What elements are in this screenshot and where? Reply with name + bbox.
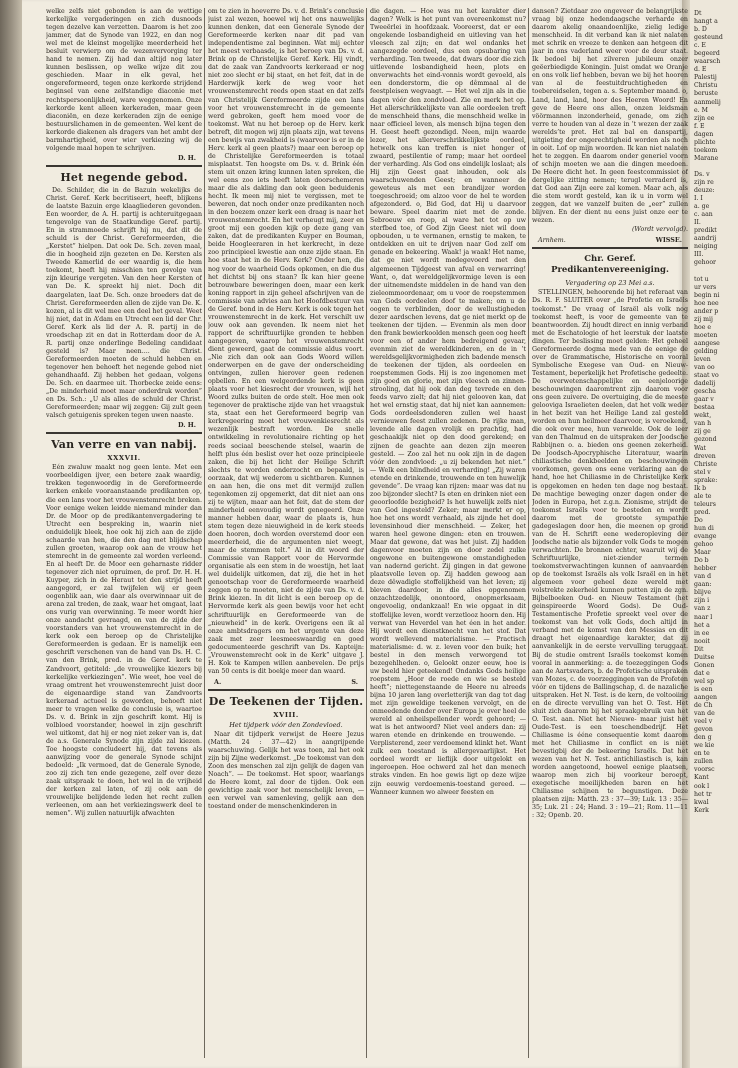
adjacent-page-line: toekom (694, 146, 718, 154)
adjacent-page-line: gescha (694, 388, 716, 396)
adjacent-page-line: veel v (694, 718, 713, 726)
adjacent-page-line: Christe (694, 460, 717, 468)
article-subheading: Vergadering op 23 Mei a.s. (565, 279, 655, 288)
adjacent-page-line: Wat (694, 444, 706, 452)
adjacent-page-line: hoe e (694, 323, 712, 331)
adjacent-page-line: ur vers (694, 283, 717, 291)
adjacent-page-line: c. aan (694, 211, 713, 219)
adjacent-page-line: ook l (694, 782, 710, 790)
article-text: die dagen. — Hoe was nu het karakter dier dagen? Welk is het punt van overeenkomst nu? Tweeërlei in hoofdzaak. Vooreerst, dat er een ongekende losbandigheid en uitleving van het vleesch zal zijn; en dat wel ondanks het aangezegde oordeel, dus een opsubaring van verharding. Ten tweede, dat dwars door die zich uitlevende losbandigheid heen, plots en onverwachts het eind-vonnis wordt gevoeld, als een donderstorm, die op dêmmaal al de feestpleisen wegvaagt. — Het wel zijn als in die dagen vóór den zondvloed. Zie en merk het op. Het allerschrikkelijkste van alle oordeelen treft de menschheid thans, die menschheid welke in naar officieel leven, als mensch bijna tegen den H. Geest heeft gezondigd. Neen, mijn waarde lezer, het allerverschrikkelijkste oordeel, hetwelk ons kan treffen is niet honger of zwaard, pestilentie of ramp; maar het oordeel der verharding. Als God ons eindelijk loslaat; als Hij zijn Geest gaat inhouden, ook als waarschuwenden Geest; en wanneer de geweteus als met een brandijzer worden toegeschroeid; om alzoo voor de hel te worden afgezonderd. o, Bid God, dat Hij u daarvoor beware. Speel daarim niet met de zonde. Sebroeuw en roep, al ware het tot op uw sterfbed toe, of God Zijn Geest niet wil doen opbouden, u te vermanen, ernstig te maken, te ontdekken en uit te drijven naar God zelf om genade en bekeering. Waak! ja waak! Het name, dat ge niet wordt medegevoerd met den algemeenen Tijdgeest van afval en verwarring! Want, o, dat wereldgelijkvormige leven is een der uitnemendste middelen in de hand van den zieleommoordenaar, om u voor de roepstemmen van Gods oordeelen doof te maken; om u de oogen te verblinden, door de wellustigheden dezer aardschen levens, dat ge niet merkt op de teekenen der tijden. — Evenmin als men door den frank bewierkoolden mensch geen oog heeft voor een of ander hem bedreigend gevaar, evenmin ziet de wereldkinderen, en de in ’t wereldsgelijkvormigheden zich badende mensch de teekenen der tijden, als oordeelen en roepstemmen Gods. Hij is zoo ingenomen met zijn goed en glorie, met zijn vleesch en zinnen-strooling, dat hij ook dan deg tevrede en den feeds varvo zielt; dat hij niet gelooven kan, dat het wel ernstig staat, dat hij niet kan aannemen: Gods oordeelsdonderen zullen wel haast vernieuwen feest zullen zedenen. De rijke man, levende alle dagen vrolijk en prachtig, had geschaakijk niet op den dood gerekend; en zijnen de geachte aan dezen zijn meeren gesteld. — Zoo zal het nu ook zijn in de dagen vóór den zondvloed: „u zij bekenden het niet.” — Welk een blindheid en verharding! „Zij waren etende en drinkende, trouwende en ten huwelijk gevende”. De vraag kan rijzen: maar was dat nu zoo bijzonder slecht? Is eten en drinken niet een geoorloofde bezigheid? Is het huwelijk zelfs niet van God ingesteld? Zeker; maar merkt er op, hoe het ons wordt verhaald, als zijnde het doel levensinhoud dier menschheid. — Zeker, het waren heel gewone dingen: eten en trouwen. Maar dat gewone, dat was het juist. Zij hadden dagenvoor moeten zijn en door zedel zulke ongewone en buitengewone omstandigheden van nadernd gericht. Zij gingen in dat gewone plaatsvolle leven op. Zij hadden gewoog aan deze dêwadigle stoffelijkheid van het leven; zij bleven daardoor, in die alles opgenomen onzachtzedelijk, onontoord, onopmerksaam, ongevoelig, ondankzaal! En wie opgaat in dit stoffelijke leven, wordt verzetlooz hoorn den. Hij verwat van Heverdel van het éen in het ander. Hij wordt een dienstknecht van het stof. Dat wordt wellevend materialisme. — Practisch materialisme: d. w. z. leven voor den buik; het bestel in den mensch verworgend tot bezegehlheden. o, Gelookt onzer eeuw, hoe is uw beeld hier geteekend! Ondanks Gods heilige roepstem „Hoor de roede en wie se besteld heeft”; niettegenstaande de Heere nu alreeds bijna 10 jaren lang overletterijk van dag tot dag met zijn geweldige teekenen vervolgt, en de onmeedende donder over Europa je over heel de wereld al onheilspellender wordt gehoord; — wat is het antwoord? Niet veel anders dan: zij waren etende en drinkende en trouwende. — Verplisterend, zeer verdoemend klinkt het. Want zulk een toestand is allergevaarlijkst. Het oordeel wordt er lieflijk door uitgelokt en ingeroepen. Hoe ochwerd zal het dan menech straks vinden. En hoe gewis ligt op deze wijze zijn eeuwig verdoemenis-toestand gereed. — Wanneer kunnen wo alweer feesten en (370, 8, 526, 796)
article-signature: D. H. (177, 153, 196, 162)
adjacent-page-line: staat vo (694, 372, 719, 380)
adjacent-page-line: predikt (694, 227, 717, 235)
adjacent-page-line: tot u (694, 275, 709, 283)
column-rule (528, 8, 529, 1058)
adjacent-page-line: e. M (694, 106, 708, 114)
article-heading: Het negende gebod. (60, 170, 188, 184)
adjacent-page-line: is een (694, 685, 713, 693)
adjacent-page-line: zullen (694, 758, 713, 766)
article-text: Naar dit tijdperk verwijst de Heere Jezus (Matth. 24 : 37—42) in aangrijpende waarschuwing. Gelijk het was toen, zal het ook zijn bij Zijne wederkomst. „De toekomst van den Zoon des menschen zal zijn gelijk de dagen van Noach”. — De toekomst. Het spoor, waarlangs de Heere komt, zal door de tijden. Ook een gewichtige zaak voor het menschelijk leven, — een verwel van samenleving, gelijk aan den toestand onder de menschenkinderen in (208, 731, 364, 811)
article-text: dansen? Zietdaar zoo ongeveer de belangrijkste vraag bij onze hedendaagsche verharde en daarom akelig onaandoenlijke, zielig ledige menschheid. In dit verband kan ik niet nalaten met schrik en vreeze te denken aan hetgeen dit jaar in ons vaderland weer voor de deur staat. Ik bedoel bij het zilveren jubileum onzer geëerbiedigde Koningin. Juist omdat we Oranje en ons volk lief hebben, bevan we bij het hooren van al de feestuitdruchtigheden en toebereidselen, tegen a. s. September maand. o, Land, land, land, hoor des Heeren Woord! En geve de Heere ons allen, onzen leidsman vöörmannen inzonderheid, genade, om zich verre te houden van al deze in ’t wezen der zaak werelds’te pret. Het zal bal en danspartij, uitgieting der ongerechtigheid worden als noch in ooit. Lof op mijn woorden. Ik kan niet nalaten het te zeggen. En daarom onder generiel voorn of schijn moeten we aan die dingen meedoen. De Heere dicht het. In geen feestcommissiet of dergelijke zitting nemen; terugl verraderd is, dat God aan Zijn eere zal komen. Maar ach, als die stem wordt gesteld, kan ik u in vorm wel zeggen, dat we vanzelf buiten de „eer” zullen blijven. En der dient nu eens juist onze eer te wezen. (532, 8, 688, 225)
divider (46, 432, 202, 434)
adjacent-page-line: zijn ee (694, 114, 715, 122)
adjacent-page-line: voorsc (694, 766, 715, 774)
adjacent-page-line: bestaa (694, 404, 715, 412)
article-text: welke zelfs niet gebonden is aan de wettige kerkelijke vergaderingen en zich dusnoods tegen dezelve kan verzetten. Daarom is het zoo jammer, dat de Synode van 1922, en dan nog wel met de kleinst mogelijke meerderheid het besluit verwierp om de wezenvervorging ter hand te nemen. Zij had dan altijd nog later kunnen beslissen, op welke wijze dit zou geschieden. Maar in elk geval, het ongereformeerd, tegen onze kerkorde strijdend beginsel van eene zelfstandige diaconie met rechtspersoonlijkheid, ware weggenomen. Onze kerkorde kent alleen kerkeraden, maar geen diaconiën, en deze kerkeraden zijn de eenige bestuurslichamen in de gemeenten. Wel kent de kerkorde diakenen als dragers van het ambt der barmhartigheid, over wier verkiezing wij de volgende maal hopen te schrijven. (46, 8, 202, 152)
article-text: De. Schilder, die in de Bazuin wekelijks de Christ. Geref. Kerk becritiseert, heeft, blijkens de laatste Bazuin erge klaagliederen gevonden. Een woorder, de A. H. partij is achteruitgegaan tengevolge van de Staatkundige Geref. partij. En in strammoede schrijft hij nu, dat dit de schuld is der Christ. Gereformeerden, die „Kerstet” hielpen. Dat ook De. Sch. zeven maal, die in hoogheid zijn gezeten en De. Kersten als Tweede Kamerlid de eer waardig is, die hem toekomt, heeft hij misschien ten gevolge van zijn kleurige vergeten. Van den heer Kersten of van De. K. spreekt hij niet. Doch dit daargelaten, laat De. Sch. onze broeders dat de Christ. Gereformeerden allen de zijde van De. K. kozen, al is dit wel mee een deel het geval. Weet hij niet, dat in A’dam en Utrecht een lid der Chr. Geref. Kerk als lid der A. R. partij in de vroedschap zit en dat in Rotterdam door de A. R. partij onze onderlinge Bedeling candidaat gesteld is? Maar neen.... die Christ. Gereformeerden moeten de schuld hebben en tegenover hen behoeft het negende gebod niet gehandhaafd. Zij hebben het gedaan, volgens De. Sch. en daarmee uit. Thorbecke zeide eens: „De minderheid moet maar onderdruk worden” en Ds. Sch.: „U als alles de schuld der Christ. Gereformeerden; maar wij zeggen: Gij zult geen valsch getuigenis spreken tegen uwen naaste. (46, 186, 202, 420)
adjacent-page-line: zijn re (694, 178, 714, 186)
adjacent-page-line: Duitse (694, 653, 715, 661)
adjacent-page-line: aandrij (694, 235, 717, 243)
signature-left: A. (214, 677, 222, 686)
adjacent-page-line: Dit (694, 645, 704, 653)
adjacent-page-line: en te (694, 750, 710, 758)
column-rule (204, 8, 205, 1058)
column-3 (370, 8, 526, 1058)
adjacent-page-line: Palestij (694, 74, 717, 82)
adjacent-page-line: van h (694, 420, 712, 428)
adjacent-page-line: pred. (694, 508, 711, 516)
adjacent-page-line: den g (694, 734, 712, 742)
continued-note: (Wordt vervolgd). (631, 226, 688, 234)
adjacent-page-line: hun di (694, 525, 714, 532)
adjacent-page-line: ale te (694, 492, 712, 500)
article-number: XVIII. (273, 710, 299, 719)
adjacent-page-line: b. D (694, 26, 707, 34)
column-4 (532, 8, 688, 1058)
signature-place: Arnhem. (538, 236, 566, 245)
adjacent-page-line: gehoo (694, 541, 714, 549)
adjacent-page-line: zij ge (694, 428, 711, 436)
adjacent-page-line: III. (694, 251, 704, 259)
adjacent-page-line: f. E (694, 122, 705, 130)
adjacent-page-line: Do (694, 516, 703, 524)
adjacent-page-line: hebber (694, 565, 717, 573)
adjacent-page-line: aanmelij (694, 98, 721, 106)
adjacent-page-line: deuze: (694, 187, 715, 195)
adjacent-page-line: naar l (694, 613, 713, 621)
adjacent-page-line: wekt, (694, 412, 712, 420)
divider (208, 689, 364, 691)
adjacent-page-line: Ik b (694, 484, 707, 492)
column-2 (208, 8, 364, 1058)
adjacent-page-line: Gonen (694, 661, 715, 669)
adjacent-page-line: zijn i (694, 597, 710, 605)
adjacent-page-line: Ds. v (694, 170, 710, 178)
divider (532, 247, 688, 249)
adjacent-page-line: begeerd (694, 50, 720, 58)
adjacent-page-line: het tr (694, 790, 712, 798)
adjacent-page-line: gaan: (694, 581, 712, 589)
column-rule (366, 8, 367, 1058)
adjacent-page-line: dagen (694, 130, 714, 138)
adjacent-page-line: Kant (694, 774, 709, 782)
signature-right: S. (351, 677, 358, 686)
adjacent-page-line: waarsch (694, 58, 721, 66)
article-heading: Van verre en van nabij. (51, 438, 197, 452)
adjacent-page-line: evange (694, 533, 717, 541)
adjacent-page-line: hoe nee (694, 299, 719, 307)
adjacent-page-line: I. I (694, 195, 703, 203)
article-text: Eén zwaluw maakt nog geen lente. Met een voorbeeldigen ijver, een betere zaak waardig, trekken tegenwoordig in de Gereformeerde kerken enkele vooraanstaande predikanten op, die een lans voor het vrouwenstemrecht breken. Voor eenige weken leidde niemand minder dan Dr. de Moor op de predikantenvergadering te Utrecht een bespreking in, waarin niet onduidelijk bleek, hoe ook hij zich aan de zijde schaarde van hen, die den dag met blijdschap zullen groeten, waarop ook aan de vrouw het stemrecht in de gemeente zal worden verleend. En al heeft Dr. de Moor een geharnaste ridder tegenover zich niet opruimen, de prof. Dr. H. H. Kuyper, zich in de Heraut tot den strijd heeft aangegord, er zal twijfelen wij er geen oogenblik aan, wie daar als overwinnaar uit de arena zal treden, de zaak, waar het omgaat, laat ons vurig van overwinning. Te meer wordt hier onze aandacht gevraagd, en van de zijde der voorstanders van het vrouwenstemrecht in de kerk ook een beroep op de Christelijke Gereformeerden is gedaan. Er is namelijk een geschrift verschenen van de hand van Ds. H. C. van den Brink, pred. in de Geref. kerk te Zandvoort, getiteld: „de vrouwelijke kiezers bij kerkelijke verkiezingen”. Wie weet, hoe veel de vraag omtrent het vrouwenstemrecht juist door de eigenaardige stand van Zandvoorts kerkeraad actueel is geworden, behoeft niet meer te vragen welke de conclusie is, waartoe Ds. v. d. Brink in zijn geschrift komt. Hij is volbloed voorstander, hoewel in zijn geschrift wel uitkomt, dat hij er nog niet zeker van is, dat de a.s. Generale Synode zijn zijde zal kiezen. Toe hoogste concludeert hij, dat tevens als aanwijzing voor de generale Synode schijnt bedoeld: „Ik vermoed, dat de Generale Synode, zoo zij zich ten ende gezegene, zelf over deze zaak uitspraak te doen, het wel in de vrijheid der kerken zal laten, of zij ook aan de vrouwelijke belijdende leden het recht zullen verleenen, om aan het verkiezingswerk deel te nemen”. Wij zullen natuurlijk afwachten (46, 464, 202, 818)
adjacent-page-line: plichte (694, 138, 716, 146)
adjacent-page-line: kwal (694, 798, 709, 806)
adjacent-page-line: gaar v (694, 396, 714, 404)
adjacent-page-line: ander p (694, 307, 719, 315)
adjacent-page-line: Christu (694, 82, 718, 90)
adjacent-page-line: leven (694, 356, 711, 364)
adjacent-page-line: van oo (694, 364, 715, 372)
article-signature: D. H. (177, 421, 196, 430)
article-text: STELLINGEN, behoorende bij het referaat van Ds. R. F. SLUITER over „de Profetie en Israëls toekomst.” De vraag of Israël als volk nog toekomst heeft, is voor de gemeente van te beantwoorden. Zij houdt direct en innig verband met de Eschatologie of het leerstuk der laatste dingen. Ter beslissing moet gelden: Het geheel Gereformeerde dogma mede van de eenige de over de Grammatische, Historische en vooral Symbolische Exegese van Oud- en Nieuw-Testament, beperkelijk het Profetische gedeelte. De overwetenschappelijke en eenjeloorige beschouwingen daaromtrent zijn daarom voor ons geen zuivere. De overtuiging, die de meeste gelooviga Israelieten deelen, dat het volk weder in het bezit van het Heilige Land zal gesteld worden en hun heilmeer daarvoor, is veroekend, die ook over mee, hun verwelde. Ook de leer van den Thalmud en de uitspraken der Joodsche Rabbijnen o. a. bieden ons geenen zekerheid. De Joodsch-Apocryphische Literatuur, waarin chiliastische denkbeelden en beschouwingen voorkomen, geven ons eene verklaring aan de hand, hoe het Chiliasme in de Christelijke Kerk is opgekomen en heden ten dage nog bestaat. De machtige beweging onzer dagen onder de Joden in Europa, het z.g.n. Zionisme, strijdt de toekomst Israëls voor te besteden en wordt daarom met de grootste sympathie gadegeslagen door hen, die meenen op grond van de H. Schrift eene wederopleving der Joodsche natie als bijzonder volk Gods te mogen verwachten. De bronnen echter, waaruit wij de Schriftuurlijke, niet-ziender termen toekomstverwachtingen kunnen of aanvaarden op de toekomst Israëls als volk Israël en in het algemeen voor geheel deze wereld met volstrekte zekerheid kunnen putten zijn de zgn. Bijbelboeken Oud- en Nieuw Testament (het geinspireerde Woord Gods). De Oud-Testamentische Profetie spreekt veel over de toekomst van het volk Gods, doch altijd in verband met de komst van den Messias en dit draagt het eigenaardige karakter, dat zij aanvankelijk in de eerste vervulling teruggaat. Bij de studie omtrent Israëls toekomst komen vooral in aanmerking: a. de toezeggingen Gods aan de Aartsvaders, b. de Profetische uitspraken van Mozes, c. de voorzeggingen van de Profeten vóór en tijdens de Ballingschap, d. de nazaliche uitspraken. Het N. Test. is de kern, de voltooiing en de directe vervulling van het O. Test. Het sluit zich daarom bij het spraakgebruik van het O. Test. aan. Niet het Nieuwe- maar juist het Oude-Test. is een toeschendbedrijf. Het Chiliasme is ééne consequentie komt daarom met het Chiliasme in conflict en is niet bevestigbij der de bekeering Israëls. Dat het wezen van het N. Test. antichiliastisch is, kan worden aangetoond, hoewel eenige plaatsen, waarop men zich bij voorkeur beroept, exegetische moeilijkheden baren en het Chiliasme schijnen te begunstigen. Deze plaatsen zijn: Matth. 23 : 37—39; Luk. 13 : 35—35; Luk. 21 : 24; Hand. 3 : 19—21; Rom. 11—11 : 32; Openb. 20. (532, 289, 688, 820)
adjacent-page-line: sprake: (694, 476, 718, 484)
adjacent-page-line: hangt a (694, 18, 718, 26)
article-number: XXXVII. (107, 454, 141, 463)
adjacent-page-line: Marane (694, 154, 719, 162)
adjacent-page-line: Maar (694, 549, 711, 557)
adjacent-page-line: nooit (694, 637, 710, 645)
adjacent-page-line: van de (694, 710, 715, 718)
adjacent-page-line: we kie (694, 742, 715, 750)
adjacent-page-line: teleurs (694, 500, 716, 508)
article-heading: De Teekenen der Tijden. (208, 694, 364, 708)
adjacent-page-line: stel v (694, 468, 711, 476)
adjacent-page-fragment (690, 0, 738, 1068)
adjacent-page-line (694, 268, 738, 276)
adjacent-page-line: gezond (694, 436, 717, 444)
adjacent-page-line: neiging (694, 243, 718, 251)
adjacent-page-line: dadelij (694, 380, 716, 388)
adjacent-page-line: van d (694, 573, 712, 581)
adjacent-page-line: aangen (694, 693, 717, 701)
adjacent-page-line: gelding (694, 347, 718, 355)
adjacent-page-line: gevon (694, 726, 713, 734)
article-subheading: Het tijdperk vóór den Zondevloed. (229, 720, 343, 729)
adjacent-page-line: wel sp (694, 677, 715, 685)
adjacent-page-line: Dt (694, 10, 702, 17)
adjacent-page-text (694, 10, 738, 815)
adjacent-page-line: gesteund (694, 34, 723, 42)
adjacent-page-line: Do b (694, 557, 709, 565)
adjacent-page-line: d. E (694, 66, 707, 74)
adjacent-page-line: gehoor (694, 259, 717, 267)
column-1 (46, 8, 202, 1058)
adjacent-page-line: c. E (694, 42, 706, 50)
book-binding-shadow (0, 0, 22, 1068)
adjacent-page-line: dat e (694, 669, 710, 677)
adjacent-page-line: het a (694, 621, 710, 629)
adjacent-page-line: begin ni (694, 291, 720, 299)
adjacent-page-line: a. ge (694, 203, 710, 211)
adjacent-page-line: in ee (694, 629, 710, 637)
article-signature (208, 678, 364, 686)
adjacent-page-line: blijve (694, 589, 711, 597)
article-heading: Chr. Geref. Predikantenvereeniging. (551, 254, 669, 276)
adjacent-page-line: moeten (694, 331, 718, 339)
adjacent-page-line: Kerk (694, 806, 709, 814)
article-text: om te zien in hoeverre Ds. v. d. Brink’s conclusie juist zal wezen, hoewel wij het ons nauwelijks kunnen denken, dat een Generale Synode der Gereformeerde kerken naar dit pad van independentisme zal beginnen. Wat mij echter het meest verbaasde, is het beroep van Ds. v. d. Brink op de Christelijke Geref. Kerk. Hij vindt, dat de zaak van Zandvoorts kerkeraad er nog niet zoo slecht er bij staat, en het feit, dat in de Harderwijk kerk de weg voor het vrouwenstemrecht reeds open staat en dat zelfs van Christelijk Gereformeerde zijde een lans voor het vrouwenstemrecht in de gemeente werd gebroken, geeft hem moed voor de toekomst. Wat nu het beroep op de Herv. kerk betreft, dit mogen wij zijn plaats zijn, wat tevens een bewijs van zwakheid is (waarvoor is er in de Herv. kerk al geen plaats?) maar een beroep op de Christelijke Gereformeerden is totaal misplaatst. Ten hoogste om Ds. v. d. Brink één stem uit onzen kring kunnen laten spreken, die wel eens zoo iets heeft laten doorschemeren maar die als dakling dan ook geen beduidenis hecht. Ik meen mij niet te vergissen, met te beweren, dat noch onder onze predikanten noch in den boezem onzer kerk een draag is naar het vrouwenstemrecht. En het verheugt mij, zeer en groot mij een goeden kijk op deze gang van zaken, dat de predikanten Kuyper en Bouman, beide Hoogleeraren in het kerkrecht, in deze zoo principieel kwestie aan onze zijde staan. En hoe staat het in de Herv. Kerk? Onder hen, die nog voor de waarheid Gods opkomen, en die dus het dichtst bij ons staan? Ik kan hier geene betrouwbare beweringen doen, maar een kerk koning rapport in zijn geheel afschrijven van de commissie van advies aan het Hoofdbestuur van de Geref. bond in de Herv. Kerk is ook tegen het vrouwenstemrecht in de kerk. Het verschilt uw jouw ook aan gevenden. Ik neem niet het rapport de schriftuurlijke gronden te hebben aangegeven, waarop het vrouwenstemrecht dient geweerd, gaat de commissie aldus voort. „Nie zich dan ook aan Gods Woord willen onderwerpen en de gave der onderscheiding ontvingen, zullen hierover geen redenen opbellen. En een welgeordende kerk is geen plaats voor het kiesrecht der vrouwen, wijl het Woord zulks buiten de orde stelt. Hoe men ook tegenover de praktische zijde van het vraagstuk sta, staat een het Gereformeerd begrip van kerkregeering moet het vrouwenkiesrecht als wezenlijk bestraft worden. De snelle ontwikkeling in revolutionaire richting op het reeds sociaal beeschende stelsel, waarin de helft plus één beslist over het ooze principieele zaken, die bij het licht der Heilige Schrift slechts te worden onderzocht en bepaald, is oorzaak, dat wij wederom u sichtbaren. Kunnen en aan hen, die ons met dit vermijd zullen tegenkomen zij opgemerkt, dat dit niet aan ons zij te wijten, maar aan het feit, dat de stem der minderheid eenvoudig wordt genegeerd. Onze manner hebben daar, waar de plaats is, hun stem tegen deze nieuwigheid in de kerk steeds doen hooren, doch worden overstemd door een meerderheid, die de argumenten niet weegt, maar de stemmen telt.” Al in dit woord der Commissie van Rapport voor de Hervormde organisatie als een stem in de woestijn, het laat wel duidelijk uitkomen, dat zij, die het in het genootschap voor de Gereformeerde waarheid zeggen op te moeten, niet de zijde van Ds. v. d. Brink kiezen. In dit licht is een beroep op de Hervormde kerk als geen bewijs voor het echt schriftuurlijk en Gereformeerde van de „nieuwheid” in de kerk. Overigens een ik al onze ambtsdragers om het urgente van deze zaak met zeer leesmeeswaardig en goed gedocumenteerde geschrift van Ds. Kapteijn: „Vrouwenstemrecht ook in de Kerk” uitgave J. H. Kok te Kampen willen aanbevelen. De prijs van 50 cents is dit boekje meer dan waard. (208, 8, 364, 675)
adjacent-page-line: zij mij (694, 315, 713, 323)
article-signature (532, 236, 688, 244)
adjacent-page-line: aangese (694, 339, 720, 347)
adjacent-page-line: van z (694, 605, 711, 613)
adjacent-page-line: de Ch (694, 702, 713, 710)
adjacent-page-line: dreven (694, 452, 716, 460)
signature-author: WISSE. (655, 236, 682, 245)
adjacent-page-line: beruste (694, 90, 718, 98)
adjacent-page-line (694, 163, 738, 171)
divider (46, 165, 202, 167)
adjacent-page-line: II. (694, 219, 701, 227)
